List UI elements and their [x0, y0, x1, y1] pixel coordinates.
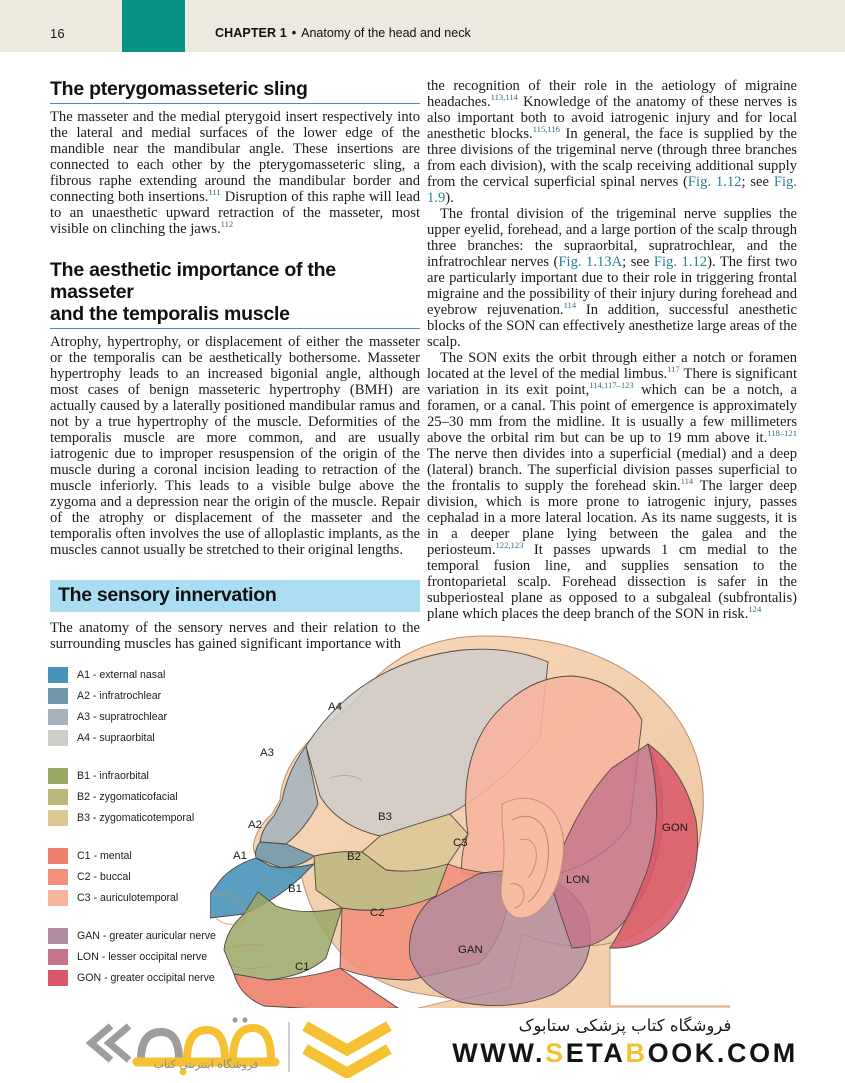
legend-label: B3 - zygomaticotemporal	[77, 811, 195, 824]
label-c2: C2	[370, 907, 385, 919]
label-b3: B3	[378, 811, 392, 823]
label-a3: A3	[260, 747, 274, 759]
footer-watermark	[0, 1008, 845, 1080]
head-illustration	[210, 628, 730, 1010]
text-run: The nerve then divides into a superficial (medial) and a deep (lateral) branch. The superficial division passes superficial to the frontalis to supply the forehead skin.	[427, 446, 797, 494]
legend-label: GON - greater occipital nerve	[77, 971, 215, 984]
tagline-farsi: فروشگاه کتاب پزشکی ستابوک	[518, 1016, 732, 1035]
footnote-ref: 122,123	[495, 540, 524, 551]
running-head	[215, 26, 471, 40]
banner-heading-sensory-innervation	[50, 580, 420, 612]
footnote-ref: 117	[667, 364, 680, 375]
label-c3: C3	[453, 837, 468, 849]
url-eta: ETA	[565, 1038, 626, 1068]
paragraph-pterygomasseteric	[50, 109, 420, 237]
heading-rule	[50, 103, 420, 104]
legend-label: A3 - supratrochlear	[77, 710, 168, 723]
label-a4: A4	[328, 701, 342, 713]
legend-swatch-a2	[48, 688, 68, 704]
text-run: which can be a notch, a foramen, or a canal. This point of emergence is approximately 25–30 mm from the midline. It is usually a few millimeters above the orbital rim but can be up to 19 mm above it.	[427, 382, 798, 446]
url-s: S	[545, 1038, 566, 1068]
legend-swatch-gan	[48, 928, 68, 944]
chapter-title: Anatomy of the head and neck	[301, 26, 471, 40]
heading-rule	[50, 328, 420, 329]
legend-swatch-a1	[48, 667, 68, 683]
text-run: the recognition of their role in the aetiology of migraine headaches.	[427, 78, 797, 110]
page-number: 16	[50, 26, 65, 41]
figure-crossref[interactable]: Fig. 1.12	[687, 174, 742, 190]
paragraph-right-3	[427, 350, 797, 622]
legend-label: B2 - zygomaticofacial	[77, 790, 178, 803]
text-run: ).	[445, 190, 454, 206]
footnote-ref: 124	[748, 604, 762, 615]
legend-swatch-b2	[48, 789, 68, 805]
label-c1: C1	[295, 961, 310, 973]
figure-crossref[interactable]: Fig. 1.13A	[558, 254, 623, 270]
setabook-logo	[75, 1016, 410, 1078]
heading-pterygomasseteric-sling: The pterygomasseteric sling	[50, 78, 308, 100]
footnote-ref: 114	[563, 300, 577, 311]
legend-swatch-a4	[48, 730, 68, 746]
heading-line-2: and the temporalis muscle	[50, 303, 290, 325]
figure-crossref[interactable]: Fig. 1.12	[653, 254, 708, 270]
legend-label: LON - lesser occipital nerve	[77, 950, 208, 963]
footnote-ref: 115,116	[532, 124, 560, 135]
text-run: In addition, successful anesthetic blocks of the SON can effectively anesthetize large areas of the scalp.	[427, 302, 797, 350]
label-a1: A1	[233, 850, 247, 862]
running-head-band	[0, 0, 845, 52]
text-run: It passes upwards 1 cm medial to the temporal fusion line, and supplies sensation to the frontoparietal scalp. Forehead dissection is safer in the subperiosteal plane as opposed to a subgaleal (subfrontalis) plane which places the deep branch of the SON in risk.	[427, 542, 797, 622]
legend-label: A1 - external nasal	[77, 668, 166, 681]
site-url[interactable]	[425, 1038, 825, 1069]
label-gan: GAN	[458, 944, 483, 956]
brand-diacritic	[232, 1017, 247, 1022]
heading-aesthetic-importance	[50, 259, 420, 325]
footnote-ref: 114	[680, 476, 694, 487]
text-run: The larger deep division, which is more prone to iatrogenic injury, passes cephalad in a more lateral location. As its name suggests, it is in a deeper plane lying between the galea and the periosteum.	[427, 478, 797, 558]
legend-label: A4 - supraorbital	[77, 731, 155, 744]
site-watermark	[425, 1014, 825, 1080]
paragraph-right-2	[427, 206, 797, 350]
text-run: There is significant variation in its exit point,	[427, 366, 797, 398]
text-run: ). The first two are particularly important due to their role in triggering frontal migraine and the possibility of their injury during forehead and eyebrow rejuvenation.	[427, 254, 797, 318]
chapter-tab-block	[122, 0, 185, 52]
url-b: B	[625, 1038, 648, 1068]
url-prefix: WWW.	[452, 1038, 546, 1068]
legend-swatch-c3	[48, 890, 68, 906]
footnote-ref: 114,117–123	[589, 380, 634, 391]
separator-bullet: •	[291, 26, 297, 40]
paragraph-right-1	[427, 78, 797, 206]
footnote-ref: 112	[220, 219, 234, 230]
brand-subtitle-farsi: فروشگاه اینترنتی کتاب	[153, 1058, 259, 1071]
footnote-ref: 118–121	[767, 428, 797, 439]
legend-label: C3 - auriculotemporal	[77, 891, 179, 904]
text-run: The masseter and the medial pterygoid insert respectively into the lateral and medial surfaces of the lower edge of the mandible near the mandibular angle. These insertions are connected to each other by the pterygomasseteric sling, a fibrous raphe extending around the mandibular border and connecting both insertions.	[50, 109, 420, 205]
text-run: Disruption of this raphe will lead to an unaesthetic upward retraction of the masseter, most visible on clinching the jaws.	[50, 189, 420, 237]
chevron-left-icon	[91, 1026, 129, 1060]
text-run: The SON exits the orbit through either a notch or foramen located at the level of the medial limbus.	[427, 350, 797, 382]
right-column	[427, 78, 797, 622]
label-lon: LON	[566, 874, 590, 886]
legend-swatch-lon	[48, 949, 68, 965]
left-column	[50, 78, 420, 652]
paragraph-aesthetic-importance: Atrophy, hypertrophy, or displacement of either the masseter or the temporalis can be aesthetically bothersome. Masseter hypertrophy leads to an increased bigonial angle, although most cases of benign masseteric hypertrophy (BMH) are actually caused by a laterally positioned mandibular ramus and not by a true hypertrophy of the muscle. Deformities of the temporalis muscle are more common, and are usually iatrogenic due to improper resuspension of the origin of the muscle during a coronal incision leading to retraction of the muscle inferiorly. This leads to a visible bulge above the zygoma and a depression near the origin of the muscle. Repair of the atrophy or displacement of the masseter and the temporalis often involves the use of alloplastic implants, as the muscles cannot usually be stretched to their original lengths.	[50, 334, 420, 558]
legend-swatch-gon	[48, 970, 68, 986]
text-run: In general, the face is supplied by the three divisions of the trigeminal nerve (through three branches from each division), with the scalp receiving additional supply from the cervical superficial spinal nerves (	[427, 126, 797, 190]
paragraph-sensory-intro: The anatomy of the sensory nerves and their relation to the surrounding muscles has gained significant importance with	[50, 620, 420, 652]
legend-swatch-c1	[48, 848, 68, 864]
label-b2: B2	[347, 851, 361, 863]
legend-label: GAN - greater auricular nerve	[77, 929, 216, 942]
label-b1: B1	[288, 883, 302, 895]
legend-swatch-b1	[48, 768, 68, 784]
spacer	[50, 237, 420, 259]
banner-heading-label: The sensory innervation	[58, 584, 277, 606]
legend-label: C1 - mental	[77, 849, 132, 862]
heading-line-1: The aesthetic importance of the masseter	[50, 259, 336, 303]
figure-sensory-innervation	[40, 628, 805, 1010]
brand-wordmark-strokes	[137, 1028, 275, 1062]
text-run: Knowledge of the anatomy of these nerves is also important both to avoid iatrogenic injury and for local anesthetic blocks.	[427, 94, 797, 142]
url-suffix: OOK.COM	[647, 1038, 798, 1068]
footnote-ref: 113,114	[490, 92, 518, 103]
text-run: ; see	[741, 174, 774, 190]
legend-swatch-a3	[48, 709, 68, 725]
label-gon: GON	[662, 822, 688, 834]
legend-label: A2 - infratrochlear	[77, 689, 162, 702]
legend-label: C2 - buccal	[77, 870, 131, 883]
label-a2: A2	[248, 819, 262, 831]
chapter-label: CHAPTER 1	[215, 26, 287, 40]
legend-swatch-c2	[48, 869, 68, 885]
legend-swatch-b3	[48, 810, 68, 826]
spacer	[50, 558, 420, 580]
footnote-ref: 111	[208, 187, 221, 198]
legend-label: B1 - infraorbital	[77, 769, 149, 782]
text-run: The frontal division of the trigeminal nerve supplies the upper eyelid, forehead, and a large portion of the scalp through three branches: the supraorbital, supratrochlear, and the infratrochlear nerves (	[427, 206, 797, 270]
figure-crossref[interactable]: Fig. 1.9	[427, 174, 797, 206]
text-run: ; see	[622, 254, 654, 270]
